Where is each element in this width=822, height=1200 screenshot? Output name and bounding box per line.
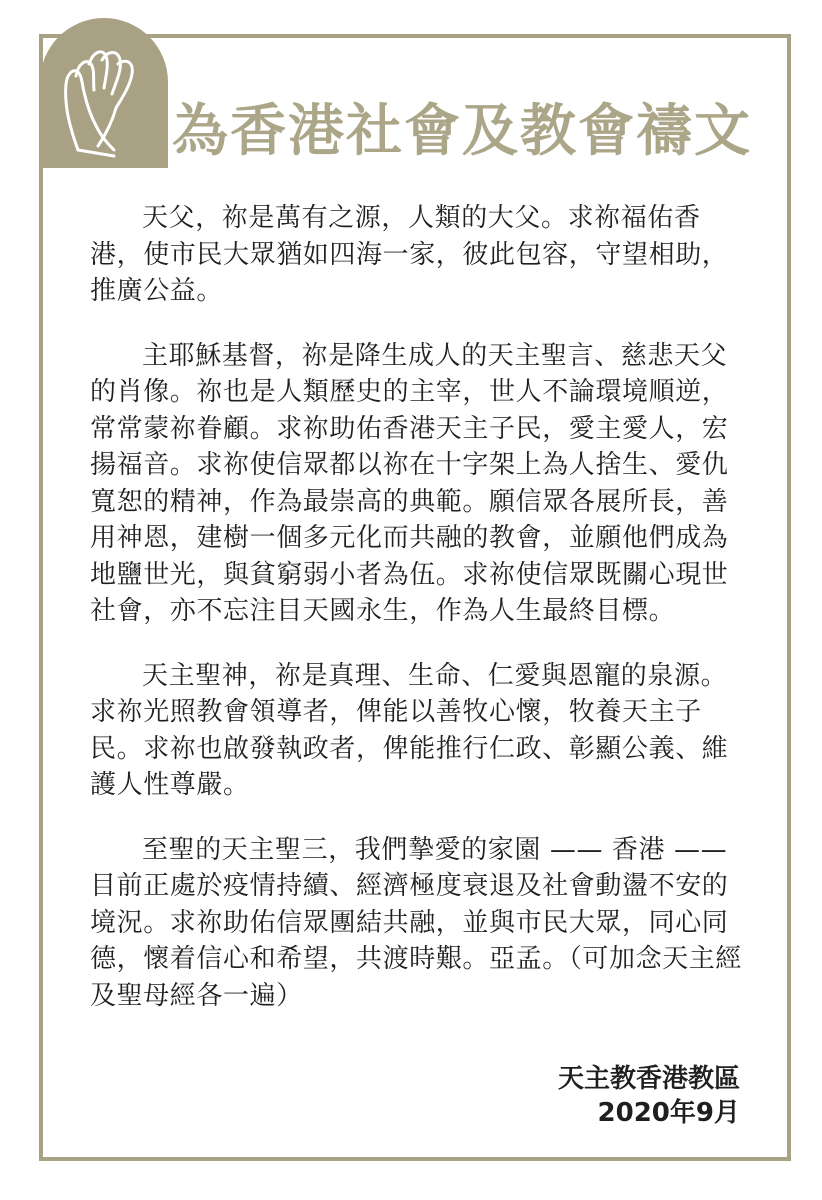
paragraph-spirit: 天主聖神，祢是真理、生命、仁愛與恩寵的泉源。求祢光照教會領導者，俾能以善牧心懷，牧養天主子民。求祢也啟發執政者，俾能推行仁政、彰顯公義、維護人性尊嚴。 bbox=[90, 660, 729, 800]
signature-date: 2020年9月 bbox=[597, 1098, 740, 1128]
prayer-body bbox=[90, 200, 750, 1042]
document-title: 為香港社會及教會禱文 bbox=[172, 98, 752, 164]
paragraph-father: 天父，祢是萬有之源，人類的大父。求祢福佑香港，使市民大眾猶如四海一家，彼此包容，守望相助，推廣公益。 bbox=[90, 203, 729, 306]
praying-hands-icon bbox=[40, 18, 168, 168]
header-badge bbox=[40, 18, 168, 168]
paragraph-christ: 主耶穌基督，祢是降生成人的天主聖言、慈悲天父的肖像。祢也是人類歷史的主宰，世人不論環境順逆，常常蒙祢眷顧。求祢助佑香港天主子民，愛主愛人，宏揚福音。求祢使信眾都以祢在十字架上為人捨生、愛仇寬恕的精神，作為最崇高的典範。願信眾各展所長，善用神恩，建樹一個多元化而共融的教會，並願他們成為地鹽世光，與貧窮弱小者為伍。求祢使信眾既關心現世社會，亦不忘注目天國永生，作為人生最終目標。 bbox=[90, 340, 729, 626]
signature-organization: 天主教香港教區 bbox=[557, 1064, 740, 1094]
signature-block bbox=[558, 1062, 740, 1130]
paragraph-trinity: 至聖的天主聖三，我們摯愛的家園 —— 香港 —— 目前正處於疫情持續、經濟極度衰退及社會動盪不安的境況。求祢助佑信眾團結共融，並與市民大眾，同心同德，懷着信心和希望，共渡時艱。亞孟。（可加念天主經及聖母經各一遍） bbox=[90, 834, 743, 1011]
